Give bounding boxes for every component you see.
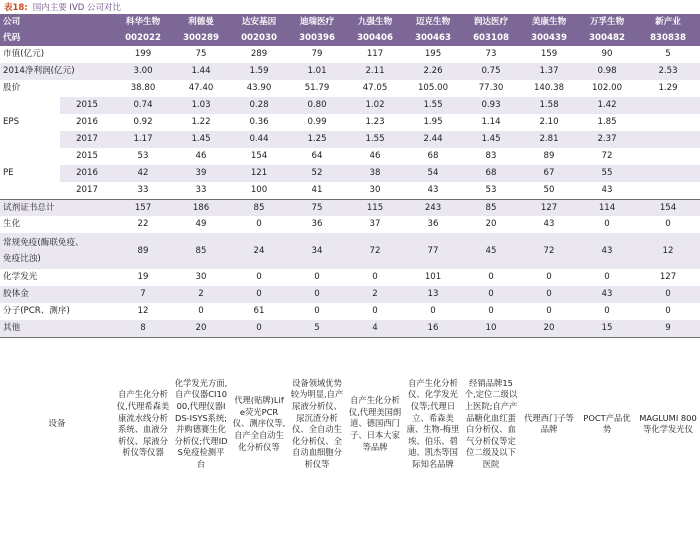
cell: 53 (485, 185, 497, 195)
cell: 0 (665, 306, 671, 317)
cell: 90 (601, 49, 613, 60)
equipment-cell: 化学发光方面,自产仪器CI1000,代理仪器IDS-ISYS系统;并购德赛生化分析仪;代理IDS免疫检测平台 (172, 337, 230, 511)
cell: 0.92 (133, 117, 153, 128)
cell: 2 (372, 289, 378, 300)
cell: 5 (314, 323, 320, 333)
cell (636, 114, 700, 131)
cell: 2.81 (539, 134, 559, 145)
cell: 0 (604, 306, 610, 317)
cell: 0 (488, 289, 494, 300)
header-code: 300289 (172, 30, 230, 46)
header-company: 迈克生物 (404, 14, 462, 30)
cell: 12 (662, 245, 674, 256)
cell: 50 (543, 185, 555, 195)
cell: 43 (601, 289, 613, 300)
cell: 30 (369, 185, 381, 195)
table-row (0, 97, 700, 114)
row-label: 胶体金 (3, 289, 29, 300)
cell: 0.98 (597, 66, 617, 77)
cell: 1.55 (365, 134, 385, 145)
cell: 51.79 (304, 83, 330, 94)
cell: 75 (195, 49, 207, 60)
header-company: 九强生物 (346, 14, 404, 30)
cell: 1.42 (597, 100, 617, 111)
caption-text: 国内主要 IVD 公司对比 (32, 3, 122, 13)
cell: 127 (520, 199, 578, 216)
cell: 20 (543, 323, 555, 333)
header-company: 迪瑞医疗 (288, 14, 346, 30)
cell: 2.11 (365, 66, 385, 77)
cell: 154 (250, 151, 268, 162)
table-row (0, 303, 700, 320)
header-code: 002022 (114, 30, 172, 46)
table-row (0, 337, 700, 511)
cell: 8 (140, 323, 146, 333)
cell: 0 (314, 272, 320, 283)
cell: 89 (543, 151, 555, 162)
cell: 2.53 (658, 66, 678, 77)
cell: 0.99 (307, 117, 327, 128)
header-code: 300396 (288, 30, 346, 46)
equipment-cell: 代理(贴牌)Life荧光PCR仪、测序仪等,自产全自动生化分析仪等 (230, 337, 288, 511)
equipment-cell: 自产生化分析仪,代理希森美康流水线分析系统、血液分析仪、尿液分析仪等仪器 (114, 337, 172, 511)
cell: 0 (488, 272, 494, 283)
cell: 1.45 (481, 134, 501, 145)
cell: 1.55 (423, 100, 443, 111)
cell: 36 (427, 219, 439, 230)
header-code: 300439 (520, 30, 578, 46)
equipment-cell: MAGLUMI 800等化学发光仪 (636, 337, 700, 511)
cell: 68 (427, 151, 439, 162)
cell: 0 (256, 219, 262, 230)
row-label: 分子(PCR、测序) (3, 306, 70, 317)
cell: 289 (250, 49, 268, 60)
row-label-line: 免疫比浊) (3, 254, 41, 264)
cell: 1.02 (365, 100, 385, 111)
table-row (0, 148, 700, 165)
row-label: 市值(亿元) (3, 49, 45, 60)
row-label: 2014净利润(亿元) (3, 66, 75, 77)
cell: 20 (485, 219, 497, 230)
cell: 2.10 (539, 117, 559, 128)
header-company: 利德曼 (172, 14, 230, 30)
row-group-label: EPS (0, 97, 60, 148)
cell: 61 (253, 306, 265, 317)
row-label: 化学发光 (3, 272, 38, 283)
row-group-label: PE (3, 168, 14, 178)
cell: 0 (256, 323, 262, 333)
cell: 77 (427, 245, 439, 256)
cell: 47.40 (188, 83, 214, 94)
cell: 33 (137, 185, 149, 195)
header-code: 300463 (404, 30, 462, 46)
cell: 1.22 (191, 117, 211, 128)
header-company: 新产业 (636, 14, 700, 30)
cell (636, 148, 700, 165)
cell: 0 (546, 306, 552, 317)
header-company: 万孚生物 (578, 14, 636, 30)
cell: 89 (137, 245, 149, 256)
cell: 199 (134, 49, 152, 60)
equipment-cell: 自产生化分析仪,代理美国朗道、德国西门子、日本大家等品牌 (346, 337, 404, 511)
cell: 117 (366, 49, 384, 60)
cell: 79 (311, 49, 323, 60)
cell: 1.58 (539, 100, 559, 111)
table-row (0, 269, 700, 286)
cell: 45 (485, 245, 497, 256)
cell: 72 (543, 245, 555, 256)
cell: 46 (195, 151, 207, 162)
cell: 2 (198, 289, 204, 300)
cell: 19 (137, 272, 149, 283)
cell: 1.17 (133, 134, 153, 145)
cell: 33 (195, 185, 207, 195)
table-row (0, 114, 700, 131)
cell: 72 (601, 151, 613, 162)
table-row (0, 216, 700, 233)
cell: 53 (137, 151, 149, 162)
cell: 67 (543, 168, 555, 179)
table-row (0, 199, 700, 216)
cell: 1.44 (191, 66, 211, 77)
cell: 2.37 (597, 134, 617, 145)
table-row (0, 165, 700, 182)
cell: 41 (311, 185, 323, 195)
row-label: 设备 (0, 337, 114, 511)
cell: 0.80 (307, 100, 327, 111)
header-company: 美康生物 (520, 14, 578, 30)
header-code: 603108 (462, 30, 520, 46)
cell: 37 (369, 219, 381, 230)
cell: 22 (137, 219, 149, 230)
cell: 1.85 (597, 117, 617, 128)
cell: 73 (485, 49, 497, 60)
cell: 100 (250, 185, 268, 195)
cell: 30 (195, 272, 207, 283)
cell: 47.05 (362, 83, 388, 94)
cell: 49 (195, 219, 207, 230)
row-label-line: 常规免疫(酶联免疫、 (3, 238, 84, 248)
cell: 102.00 (591, 83, 623, 94)
cell: 121 (250, 168, 268, 179)
cell: 43 (601, 185, 613, 195)
year-cell: 2017 (76, 134, 98, 145)
equipment-cell: 经销品牌15个,定位二级以上医院;自产产品糖化血红蛋白分析仪、血气分析仪等定位二级及以下医院 (462, 337, 520, 511)
header-company-label: 公司 (0, 14, 114, 30)
year-cell: 2015 (76, 100, 98, 111)
cell: 54 (427, 168, 439, 179)
header-row-names (0, 14, 700, 30)
cell: 39 (195, 168, 207, 179)
cell: 1.29 (658, 83, 678, 94)
cell: 0 (546, 272, 552, 283)
cell: 0 (488, 306, 494, 317)
table-row (0, 63, 700, 80)
cell: 2.26 (423, 66, 443, 77)
header-code-label: 代码 (0, 30, 114, 46)
table-row (0, 320, 700, 337)
cell (636, 131, 700, 148)
cell: 72 (369, 245, 381, 256)
cell: 186 (172, 199, 230, 216)
header-company: 达安基因 (230, 14, 288, 30)
cell: 0.74 (133, 100, 153, 111)
header-code: 300482 (578, 30, 636, 46)
header-code: 300406 (346, 30, 404, 46)
cell: 1.95 (423, 117, 443, 128)
cell: 15 (601, 323, 613, 333)
cell (636, 97, 700, 114)
cell: 0 (665, 219, 671, 230)
cell: 12 (137, 306, 149, 317)
cell: 0.28 (249, 100, 269, 111)
cell: 43 (543, 219, 555, 230)
equipment-cell: POCT产品优势 (578, 337, 636, 511)
equipment-cell: 自产生化分析仪、化学发光仪等;代理日立、希森美康、生物-梅里埃、伯乐、碧迪、凯杰等国际知名品牌 (404, 337, 462, 511)
cell: 20 (195, 323, 207, 333)
row-label: 股价 (3, 83, 21, 94)
cell: 0 (546, 289, 552, 300)
cell: 0.44 (249, 134, 269, 145)
cell: 9 (665, 323, 671, 333)
row-label: 生化 (3, 219, 21, 230)
cell: 140.38 (533, 83, 565, 94)
cell: 1.01 (307, 66, 327, 77)
cell: 0 (430, 306, 436, 317)
cell: 43.90 (246, 83, 272, 94)
cell: 1.45 (191, 134, 211, 145)
table-row (0, 46, 700, 63)
cell: 5 (665, 49, 671, 60)
cell: 75 (288, 199, 346, 216)
table-caption (0, 0, 640, 14)
cell: 0 (256, 272, 262, 283)
cell (636, 182, 700, 199)
cell: 114 (578, 199, 636, 216)
cell: 1.59 (249, 66, 269, 77)
cell: 0 (372, 306, 378, 317)
cell: 127 (659, 272, 677, 283)
cell: 0 (314, 289, 320, 300)
cell: 7 (140, 289, 146, 300)
cell: 0 (314, 306, 320, 317)
cell: 38.80 (130, 83, 156, 94)
cell: 0 (198, 306, 204, 317)
table-row (0, 286, 700, 303)
cell: 0 (604, 272, 610, 283)
table-row (0, 233, 700, 269)
cell: 34 (311, 245, 323, 256)
cell: 0.75 (481, 66, 501, 77)
cell: 13 (427, 289, 439, 300)
header-company: 科华生物 (114, 14, 172, 30)
cell: 157 (114, 199, 172, 216)
cell: 43 (601, 245, 613, 256)
cell: 85 (462, 199, 520, 216)
cell: 243 (404, 199, 462, 216)
cell: 105.00 (417, 83, 449, 94)
header-row-codes (0, 30, 700, 46)
caption-label: 表18: (4, 3, 28, 13)
cell: 195 (424, 49, 442, 60)
row-label: 试剂证书总计 (0, 199, 114, 216)
cell: 154 (636, 199, 700, 216)
cell: 55 (601, 168, 613, 179)
cell: 159 (540, 49, 558, 60)
year-cell: 2016 (76, 117, 98, 128)
cell: 68 (485, 168, 497, 179)
cell: 0 (604, 219, 610, 230)
cell: 85 (230, 199, 288, 216)
equipment-cell: 设备领域优势较为明显,自产尿液分析仪、尿沉渣分析仪、全自动生化分析仪、全自动血细胞分析仪等 (288, 337, 346, 511)
year-cell: 2015 (76, 151, 98, 162)
year-cell: 2017 (76, 185, 98, 195)
cell: 2.44 (423, 134, 443, 145)
cell: 52 (311, 168, 323, 179)
cell: 46 (369, 151, 381, 162)
cell: 0 (256, 289, 262, 300)
cell: 42 (137, 168, 149, 179)
table-row (0, 182, 700, 199)
cell: 0 (665, 289, 671, 300)
year-cell: 2016 (76, 168, 98, 179)
cell: 38 (369, 168, 381, 179)
cell: 36 (311, 219, 323, 230)
cell: 10 (485, 323, 497, 333)
cell: 1.37 (539, 66, 559, 77)
row-label: 其他 (3, 323, 21, 333)
cell: 85 (195, 245, 207, 256)
cell: 1.03 (191, 100, 211, 111)
equipment-cell: 代理西门子等品牌 (520, 337, 578, 511)
cell: 43 (427, 185, 439, 195)
cell: 0.36 (249, 117, 269, 128)
cell: 1.23 (365, 117, 385, 128)
cell (636, 165, 700, 182)
header-code: 002030 (230, 30, 288, 46)
cell: 101 (424, 272, 442, 283)
row-label (0, 233, 114, 269)
cell: 16 (427, 323, 439, 333)
cell: 83 (485, 151, 497, 162)
ivd-comparison-table (0, 14, 700, 511)
cell: 1.25 (307, 134, 327, 145)
cell: 77.30 (478, 83, 504, 94)
header-company: 润达医疗 (462, 14, 520, 30)
cell: 1.14 (481, 117, 501, 128)
table-row (0, 80, 700, 97)
cell: 3.00 (133, 66, 153, 77)
cell: 0.93 (481, 100, 501, 111)
cell: 0 (372, 272, 378, 283)
cell: 24 (253, 245, 265, 256)
header-code: 830838 (636, 30, 700, 46)
table-row (0, 131, 700, 148)
cell: 115 (346, 199, 404, 216)
cell: 64 (311, 151, 323, 162)
cell: 4 (372, 323, 378, 333)
